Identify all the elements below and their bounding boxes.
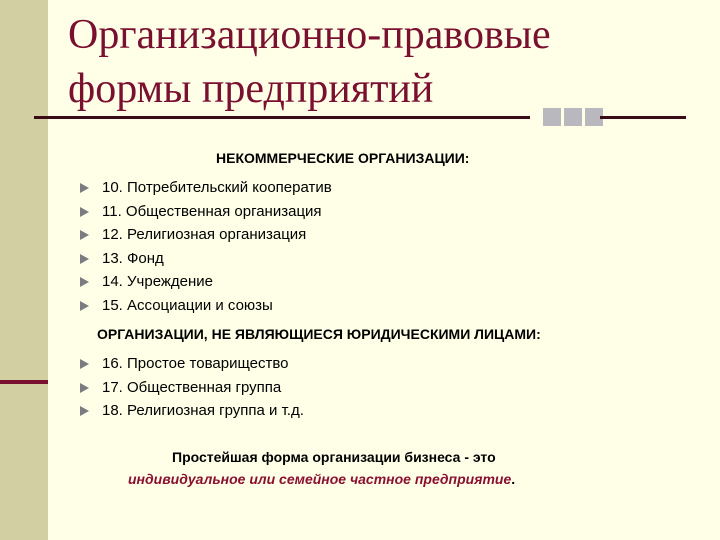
list-item: 16. Простое товарищество bbox=[78, 352, 304, 376]
decorative-square bbox=[543, 108, 561, 126]
left-decorative-band bbox=[0, 0, 48, 540]
conclusion-line1: Простейшая форма организации бизнеса - это bbox=[172, 449, 496, 465]
slide-title-line1: Организационно-правовые bbox=[68, 12, 551, 58]
title-divider bbox=[34, 116, 530, 119]
list-item: 14. Учреждение bbox=[78, 270, 332, 294]
slide-title-line2: формы предприятий bbox=[68, 66, 434, 112]
list-item: 11. Общественная организация bbox=[78, 200, 332, 224]
non-legal-entities-list bbox=[78, 352, 304, 423]
conclusion-emphasis: индивидуальное или семейное частное предприятие bbox=[128, 471, 512, 487]
noncommercial-list bbox=[78, 176, 332, 317]
list-item: 17. Общественная группа bbox=[78, 376, 304, 400]
decorative-square bbox=[564, 108, 582, 126]
list-item: 15. Ассоциации и союзы bbox=[78, 294, 332, 318]
triangle-bullet-icon bbox=[80, 383, 89, 393]
list-item: 18. Религиозная группа и т.д. bbox=[78, 399, 304, 423]
triangle-bullet-icon bbox=[80, 183, 89, 193]
triangle-bullet-icon bbox=[80, 277, 89, 287]
conclusion-text bbox=[128, 446, 628, 490]
slide-title bbox=[68, 8, 688, 116]
list-item: 10. Потребительский кооператив bbox=[78, 176, 332, 200]
triangle-bullet-icon bbox=[80, 254, 89, 264]
triangle-bullet-icon bbox=[80, 230, 89, 240]
list-item: 12. Религиозная организация bbox=[78, 223, 332, 247]
triangle-bullet-icon bbox=[80, 406, 89, 416]
left-accent-rule bbox=[0, 380, 48, 384]
list-item: 13. Фонд bbox=[78, 247, 332, 271]
triangle-bullet-icon bbox=[80, 301, 89, 311]
title-divider-right bbox=[600, 116, 686, 119]
triangle-bullet-icon bbox=[80, 359, 89, 369]
conclusion-end: . bbox=[511, 471, 516, 487]
non-legal-entities-heading: ОРГАНИЗАЦИИ, НЕ ЯВЛЯЮЩИЕСЯ ЮРИДИЧЕСКИМИ ЛИЦАМИ: bbox=[97, 326, 541, 342]
noncommercial-heading: НЕКОММЕРЧЕСКИЕ ОРГАНИЗАЦИИ: bbox=[216, 150, 470, 166]
triangle-bullet-icon bbox=[80, 207, 89, 217]
